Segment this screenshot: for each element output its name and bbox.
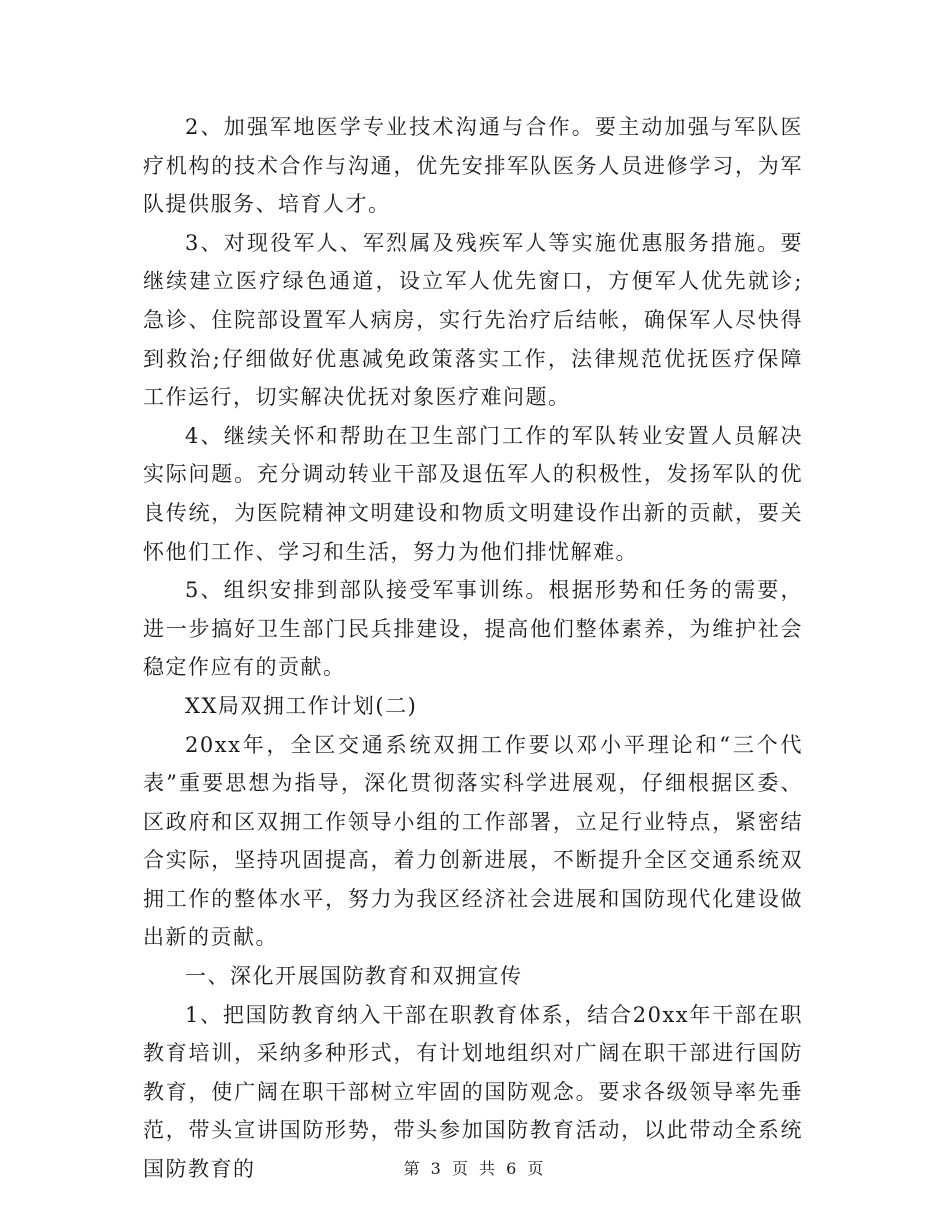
paragraph-item-3: 3、对现役军人、军烈属及残疾军人等实施优惠服务措施。要继续建立医疗绿色通道，设立军人优先窗口，方便军人优先就诊;急诊、住院部设置军人病房，实行先治疗后结帐，确保军人尽快得到救治;仔细做好优惠减免政策落实工作，法律规范优抚医疗保障工作运行，切实解决优抚对象医疗难问题。	[143, 230, 803, 410]
paragraph-item-5: 5、组织安排到部队接受军事训练。根据形势和任务的需要，进一步搞好卫生部门民兵排建设，提高他们整体素养，为维护社会稳定作应有的贡献。	[143, 578, 803, 680]
paragraph-item-2: 2、加强军地医学专业技术沟通与合作。要主动加强与军队医疗机构的技术合作与沟通，优先安排军队医务人员进修学习，为军队提供服务、培育人才。	[143, 115, 803, 217]
page-footer: 第 3 页 共 6 页	[403, 1159, 547, 1178]
paragraph-item-4: 4、继续关怀和帮助在卫生部门工作的军队转业安置人员解决实际问题。充分调动转业干部及退伍军人的积极性，发扬军队的优良传统，为医院精神文明建设和物质文明建设作出新的贡献，要关怀他们工作、学习和生活，努力为他们排忧解难。	[143, 423, 803, 564]
section-heading: 一、深化开展国防教育和双拥宣传	[185, 964, 523, 989]
paragraph-section-1: 1、把国防教育纳入干部在职教育体系，结合20xx年干部在职教育培训，采纳多种形式，有计划地组织对广阔在职干部进行国防教育，使广阔在职干部树立牢固的国防观念。要求各级领导率先垂范，带头宣讲国防形势，带头参加国防教育活动，以此带动全系统国防教育的	[143, 1002, 803, 1182]
intro-paragraph: 20xx年，全区交通系统双拥工作要以邓小平理论和“三个代表”重要思想为指导，深化贯彻落实科学进展观，仔细根据区委、区政府和区双拥工作领导小组的工作部署，立足行业特点，紧密结合实际，坚持巩固提高，着力创新进展，不断提升全区交通系统双拥工作的整体水平，努力为我区经济社会进展和国防现代化建设做出新的贡献。	[143, 732, 803, 950]
document-body	[143, 108, 803, 1189]
section-title: XX局双拥工作计划(二)	[185, 693, 418, 718]
